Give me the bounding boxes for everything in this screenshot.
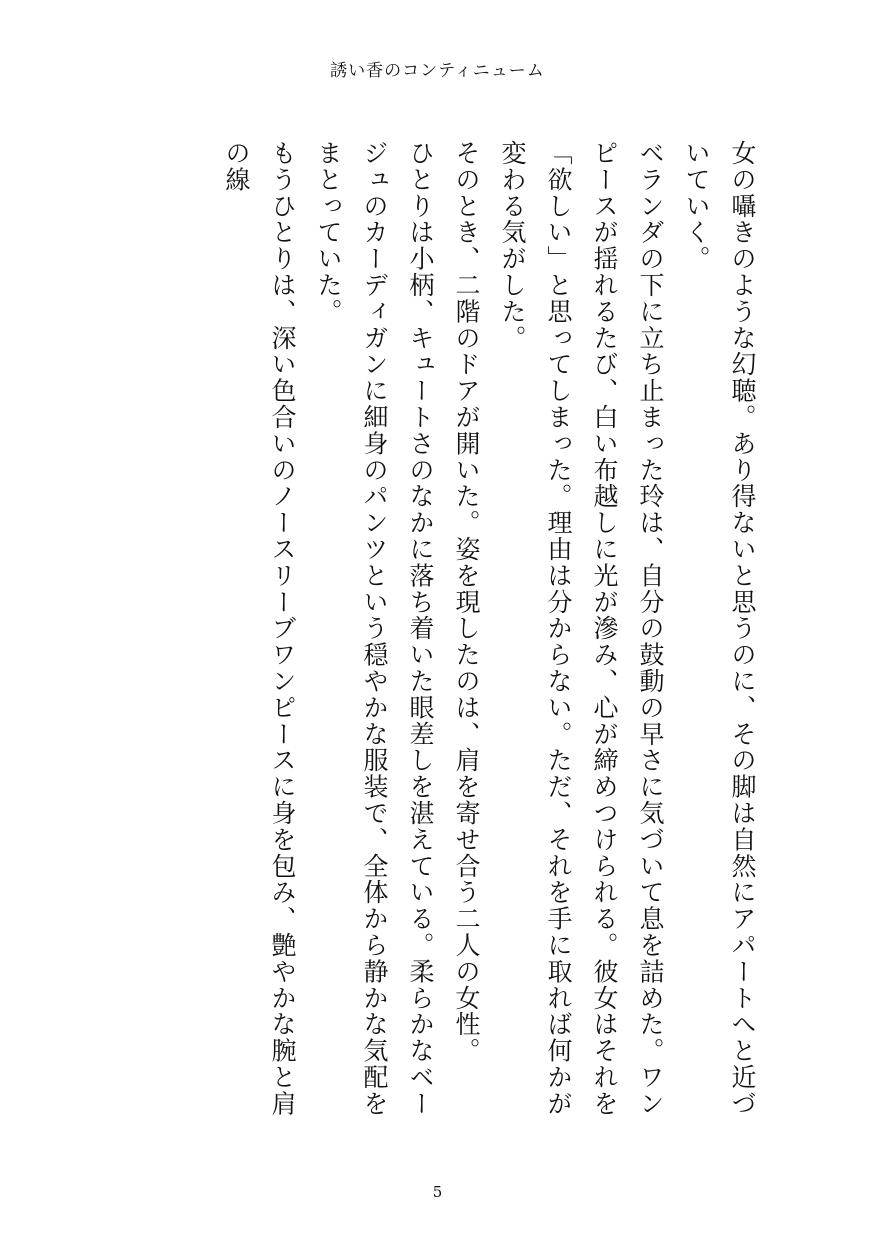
body-text-column-block (213, 140, 765, 1130)
page-number: 5 (432, 1183, 443, 1201)
running-title: 誘い香のコンティニューム (330, 61, 545, 81)
paragraph-1: 女の囁きのような幻聴。あり得ないと思うのに、その脚は自然にアパートへと近づいていく。 (682, 140, 757, 1117)
paragraph-3: そのとき、二階のドアが開いた。姿を現したのは、肩を寄せ合う二人の女性。 (452, 140, 481, 1064)
paragraph-5: もうひとりは、深い色合いのノースリーブワンピースに身を包み、艶やかな腕と肩の線 (222, 140, 297, 1117)
paragraph-2: ベランダの下に立ち止まった玲は、自分の鼓動の早さに気づいて息を詰めた。ワンピースが揺れるたび、白い布越しに光が滲み、心が締めつけられる。彼女はそれを「欲しい」と思ってしまった。理由は分からない。ただ、それを手に取れば何かが変わる気がした。 (498, 140, 665, 1117)
paragraph-4: ひとりは小柄、キュートさのなかに落ち着いた眼差しを湛えている。柔らかなベージュのカーディガンに細身のパンツという穏やかな服装で、全体から静かな気配をまとっていた。 (314, 140, 435, 1117)
